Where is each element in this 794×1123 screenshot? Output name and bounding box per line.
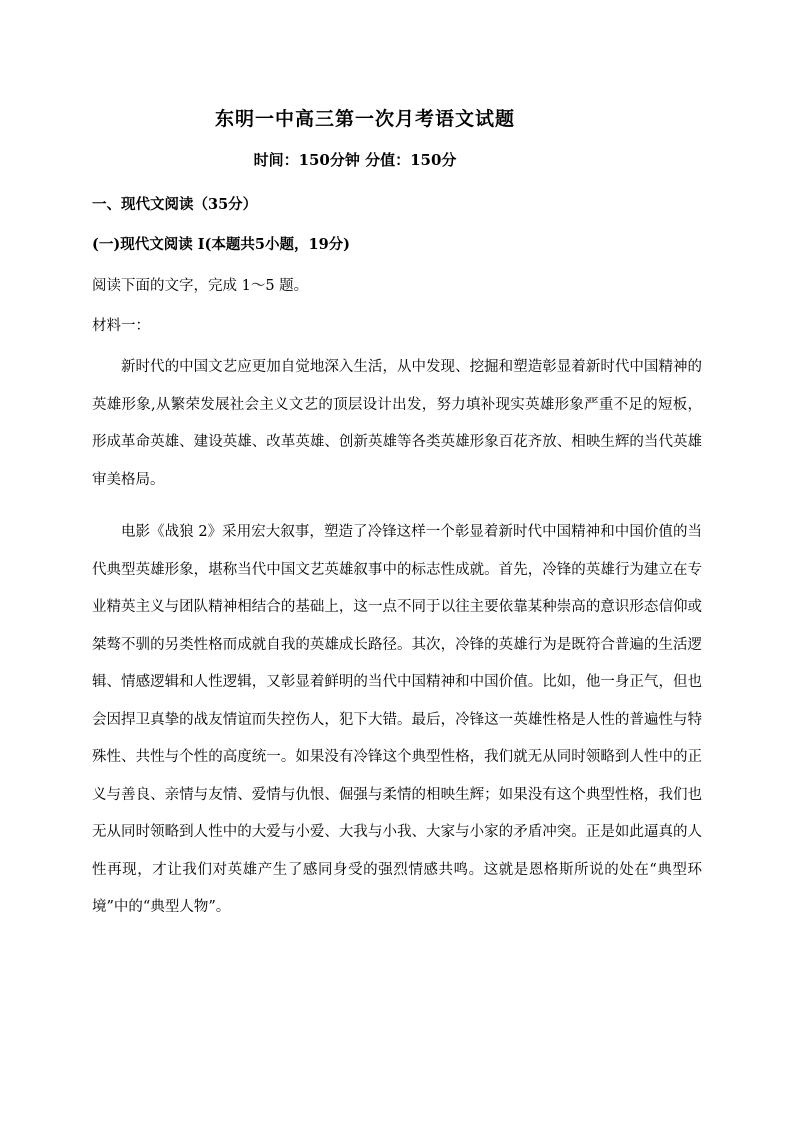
paragraph-1: 新时代的中国文艺应更加自觉地深入生活，从中发现、挖掘和塑造彰显着新时代中国精神的英雄形象,从繁荣发展社会主义文艺的顶层设计出发，努力填补现实英雄形象严重不足的短板，形成革命英雄、建设英雄、改革英雄、创新英雄等各类英雄形象百花齐放、相映生辉的当代英雄审美格局。 [92, 359, 702, 488]
paragraph-2: 电影《战狼 2》采用宏大叙事，塑造了冷锋这样一个彰显着新时代中国精神和中国价值的当代典型英雄形象，堪称当代中国文艺英雄叙事中的标志性成就。首先，冷锋的英雄行为建立在专业精英主义与团队精神相结合的基础上，这一点不同于以往主要依靠某种崇高的意识形态信仰或桀骜不驯的另类性格而成就自我的英雄成长路径。其次，冷锋的英雄行为是既符合普遍的生活逻辑、情感逻辑和人性逻辑，又彰显着鲜明的当代中国精神和中国价值。比如，他一身正气，但也会因捍卫真挚的战友情谊而失控伤人，犯下大错。最后，冷锋这一英雄性格是人性的普遍性与特殊性、共性与个性的高度统一。如果没有冷锋这个典型性格，我们就无从同时领略到人性中的正义与善良、亲情与友情、爱情与仇恨、倔强与柔情的相映生辉；如果没有这个典型性格，我们也无从同时领略到人性中的大爱与小爱、大我与小我、大家与小家的矛盾冲突。正是如此逼真的人性再现，才让我们对英雄产生了感同身受的强烈情感共鸣。这就是恩格斯所说的处在“典型环境”中的“典型人物”。 [92, 524, 702, 915]
material-label: 材料一： [92, 318, 150, 334]
section-heading: 一、现代文阅读（35分） [92, 196, 258, 213]
subsection-heading: (一)现代文阅读 I(本题共5小题，19分) [92, 236, 351, 253]
exam-time-and-score: 时间：150分钟 分值：150分 [253, 151, 457, 169]
document-title: 东明一中高三第一次月考语文试题 [214, 108, 515, 130]
reading-instruction: 阅读下面的文字，完成 1～5 题。 [92, 278, 309, 294]
